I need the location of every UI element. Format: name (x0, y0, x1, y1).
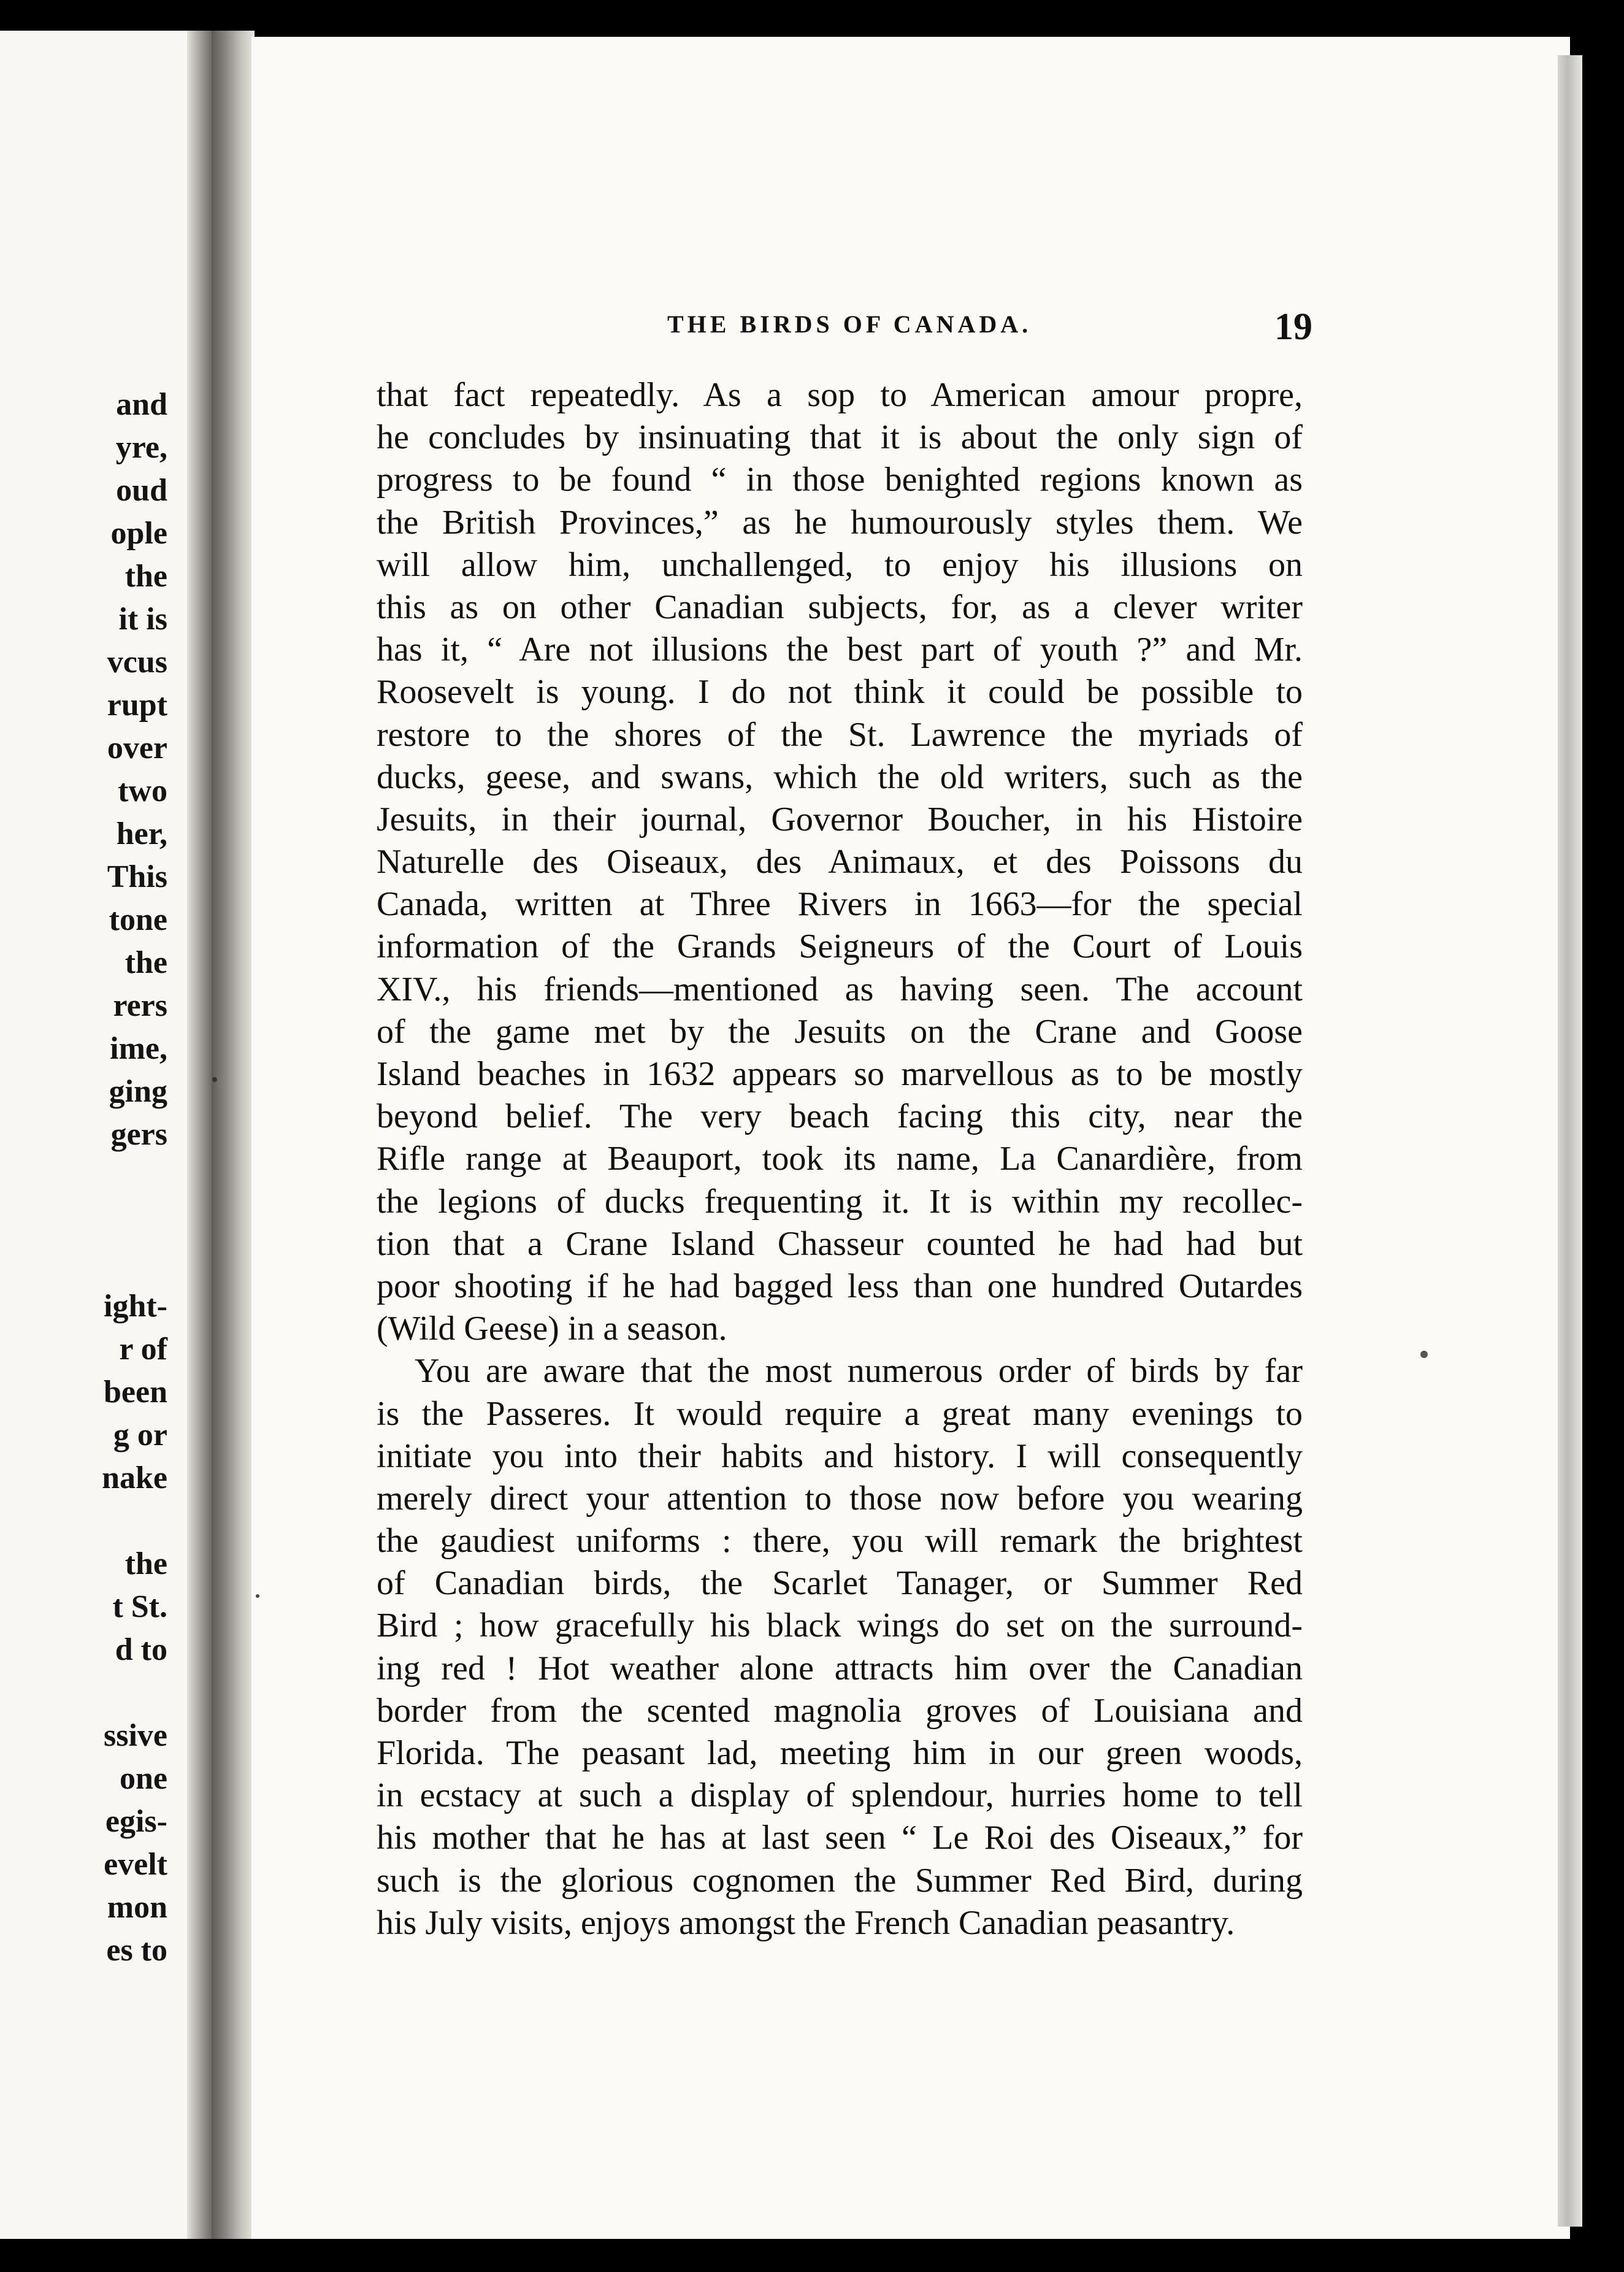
text-line: XIV., his friends—mentioned as having seen. The account (377, 970, 1303, 1008)
left-page-fragment: one (120, 1761, 167, 1796)
speck (1420, 1351, 1428, 1358)
text-line: tion that a Crane Island Chasseur counted he had had but (377, 1224, 1303, 1263)
text-line: is the Passeres. It would require a great many evenings to (377, 1394, 1303, 1433)
text-line: the British Provinces,” as he humourously styles them. We (377, 503, 1303, 542)
left-page-fragment: d to (115, 1632, 167, 1667)
left-page-fragment: This (107, 859, 167, 894)
text-line: ing red ! Hot weather alone attracts him over the Canadian (377, 1649, 1303, 1687)
text-line: this as on other Canadian subjects, for, as a clever writer (377, 588, 1303, 626)
running-head: THE BIRDS OF CANADA. (667, 310, 1032, 338)
left-page-fragment: t St. (112, 1589, 167, 1624)
text-line: such is the glorious cognomen the Summer Red Bird, during (377, 1861, 1303, 1900)
left-page-fragment: and (116, 387, 167, 422)
left-page-fragment: g or (113, 1418, 167, 1453)
left-page-fragment: mon (107, 1890, 167, 1925)
left-page-fragment: ime, (110, 1031, 167, 1066)
left-page-fragment: rupt (107, 688, 167, 723)
text-line: the gaudiest uniforms : there, you will remark the brightest (377, 1522, 1303, 1560)
left-page-fragment: two (118, 773, 167, 808)
left-page-fragment: tone (109, 902, 167, 937)
text-line: You are aware that the most numerous order of birds by far (415, 1352, 1303, 1391)
text-line: merely direct your attention to those now before you wearing (377, 1479, 1303, 1518)
text-line: he concludes by insinuating that it is about the only sign of (377, 418, 1303, 457)
text-line: that fact repeatedly. As a sop to American amour propre, (377, 376, 1303, 414)
left-page-fragment: es to (106, 1933, 167, 1968)
text-line: Island beaches in 1632 appears so marvellous as to be mostly (377, 1055, 1303, 1093)
left-page-fragment: rers (113, 988, 167, 1023)
text-line: poor shooting if he had bagged less than one hundred Outardes (377, 1267, 1303, 1305)
left-page-fragment: vcus (107, 645, 167, 680)
text-line: border from the scented magnolia groves of Louisiana and (377, 1691, 1303, 1730)
left-page-fragment: ople (110, 516, 167, 551)
text-line: the legions of ducks frequenting it. It is within my recollec- (377, 1182, 1303, 1221)
text-line: has it, “ Are not illusions the best part of youth ?” and Mr. (377, 631, 1303, 669)
left-page-fragment: yre, (115, 430, 167, 465)
left-page-fragment: ight- (104, 1289, 167, 1324)
left-page-fragment: it is (118, 602, 167, 637)
left-page-fragment: evelt (104, 1847, 167, 1882)
text-line: Florida. The peasant lad, meeting him in our green woods, (377, 1734, 1303, 1772)
text-line: information of the Grands Seigneurs of the Court of Louis (377, 927, 1303, 966)
left-page-fragment: the (124, 559, 167, 594)
left-page-fragment: r of (119, 1332, 167, 1367)
left-page-fragment: oud (116, 473, 167, 508)
text-line: (Wild Geese) in a season. (377, 1310, 727, 1348)
text-line: Roosevelt is young. I do not think it could be possible to (377, 673, 1303, 712)
left-page-fragment: the (124, 945, 167, 980)
speck (212, 1077, 217, 1082)
text-line: his July visits, enjoys amongst the French Canadian peasantry. (377, 1903, 1235, 1942)
left-page-fragment: gers (110, 1117, 167, 1152)
left-page-fragment: ging (109, 1074, 167, 1109)
text-line: Canada, written at Three Rivers in 1663—for the special (377, 885, 1303, 924)
text-line: beyond belief. The very beach facing this city, near the (377, 1097, 1303, 1136)
text-line: progress to be found “ in those benighted regions known as (377, 461, 1303, 499)
speck (256, 1594, 259, 1598)
text-line: Rifle range at Beauport, took its name, La Canardière, from (377, 1140, 1303, 1178)
text-line: restore to the shores of the St. Lawrence the myriads of (377, 715, 1303, 754)
left-page-fragment: her, (116, 816, 167, 851)
text-line: in ecstacy at such a display of splendour, hurries home to tell (377, 1776, 1303, 1815)
text-line: Naturelle des Oiseaux, des Animaux, et des Poissons du (377, 843, 1303, 881)
text-line: of Canadian birds, the Scarlet Tanager, or Summer Red (377, 1564, 1303, 1603)
left-page-fragment: egis- (105, 1804, 167, 1839)
text-line: of the game met by the Jesuits on the Crane and Goose (377, 1012, 1303, 1051)
text-line: will allow him, unchallenged, to enjoy his illusions on (377, 545, 1303, 584)
left-page-fragment: over (107, 731, 167, 766)
text-line: Jesuits, in their journal, Governor Boucher, in his Histoire (377, 800, 1303, 839)
left-page-fragment: been (104, 1375, 167, 1410)
text-line: ducks, geese, and swans, which the old writers, such as the (377, 758, 1303, 796)
left-page-fragment: nake (102, 1460, 167, 1495)
text-line: initiate you into their habits and history. I will consequently (377, 1437, 1303, 1475)
left-page-fragment: the (124, 1546, 167, 1581)
text-line: Bird ; how gracefully his black wings do set on the surround- (377, 1606, 1303, 1645)
page-number: 19 (1274, 306, 1312, 348)
text-line: his mother that he has at last seen “ Le Roi des Oiseaux,” for (377, 1819, 1303, 1857)
left-page-fragment: ssive (104, 1718, 167, 1753)
